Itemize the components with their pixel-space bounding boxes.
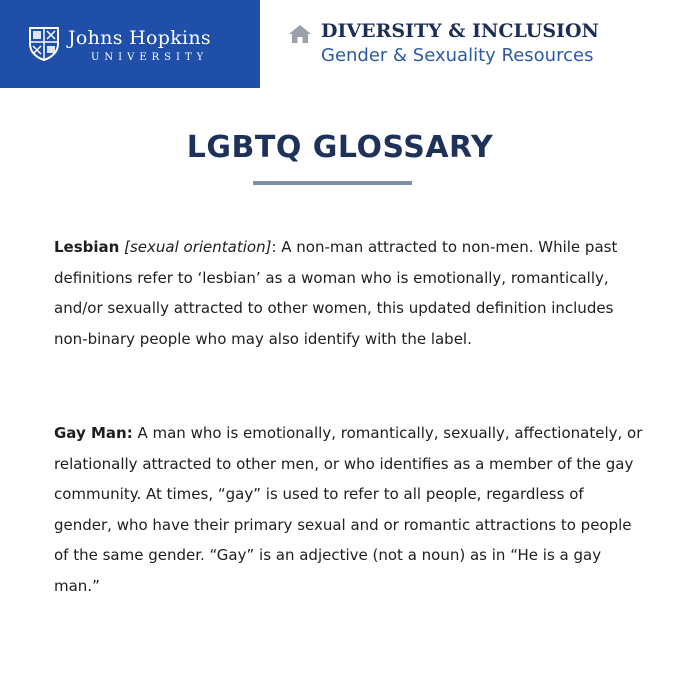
entry-term: Lesbian xyxy=(54,238,120,256)
university-subtitle: UNIVERSITY xyxy=(91,52,209,63)
university-shield-icon xyxy=(28,26,60,62)
department-title: DIVERSITY & INCLUSION xyxy=(321,20,599,42)
header xyxy=(0,0,680,88)
home-icon[interactable] xyxy=(288,24,312,44)
entry-definition: A non-man attracted to non-men. While past definitions refer to ‘lesbian’ as a woman who is emotionally, romantically, and/or sexually attracted to other women, this updated definition includes non-binary people who may also identify with the label. xyxy=(54,238,618,348)
glossary-entry-gay-man xyxy=(54,418,644,601)
page-title: LGBTQ GLOSSARY xyxy=(186,130,494,165)
glossary-entry-lesbian xyxy=(54,232,644,354)
department-subtitle: Gender & Sexuality Resources xyxy=(321,45,594,66)
entry-qualifier: [sexual orientation] xyxy=(124,238,272,256)
university-logo[interactable] xyxy=(0,0,260,88)
entry-term: Gay Man: xyxy=(54,424,133,442)
entry-separator: : xyxy=(271,238,277,256)
entry-definition: A man who is emotionally, romantically, sexually, affectionately, or relationally attracted to other men, or who identifies as a member of the gay community. At times, “gay” is used to refer to all people, regardless of gender, who have their primary sexual and or romantic attractions to people of the same gender. “Gay” is an adjective (not a noun) as in “He is a gay man.” xyxy=(54,424,643,595)
university-name: Johns Hopkins xyxy=(68,27,211,49)
title-underline xyxy=(253,181,412,185)
